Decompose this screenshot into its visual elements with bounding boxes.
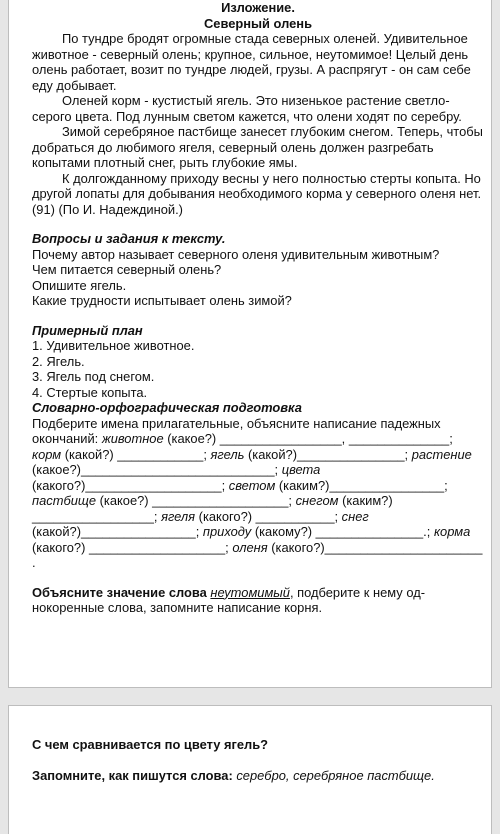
word: снег — [341, 508, 369, 524]
answer-blank[interactable]: (каким?) _________________; — [32, 493, 393, 524]
word: растение — [411, 446, 472, 462]
spelling-exercise — [32, 416, 484, 571]
plan-item: 3. Ягель под снегом. — [32, 369, 155, 384]
word: корм — [32, 446, 62, 462]
questions-heading: Вопросы и задания к тексту. — [32, 231, 226, 246]
question-item: Какие трудности испытывает олень зимой? — [32, 293, 292, 308]
word: корма — [433, 524, 471, 539]
word: ягель — [210, 446, 245, 462]
story-title: Северный олень — [203, 15, 313, 31]
plan-item: 4. Стертые копыта. — [32, 384, 148, 400]
answer-blank[interactable]: (какое?) ___________________; — [99, 493, 292, 508]
meaning-word: неутомимый — [210, 584, 290, 600]
answer-blank[interactable]: (какого?)______________________ . — [32, 539, 483, 570]
worksheet-page-1 — [8, 0, 492, 688]
answer-blank[interactable]: (какой?)_______________; — [248, 446, 409, 462]
remember-line — [32, 768, 484, 784]
plan-heading: Примерный план — [32, 322, 143, 338]
remember-label: Запомните, как пишутся слова: — [32, 768, 233, 783]
word: оленя — [232, 539, 268, 555]
answer-blank[interactable]: (какой?)________________; — [32, 524, 200, 539]
answer-blank[interactable]: (какое?) _________________, ______________; — [167, 431, 453, 446]
answer-blank[interactable]: (какое?)___________________________; — [32, 462, 279, 477]
word: цвета — [281, 462, 321, 477]
color-question: С чем сравнивается по цвету ягель? — [32, 737, 269, 752]
paragraph-4: К долгожданному приходу весны у него полностью стерты копыта. Но другой лопаты для добывания необходимого корма у северного оленя нет. (91) (По И. Надеждиной.) — [32, 170, 482, 217]
word: снегом — [295, 493, 339, 508]
word: ягеля — [161, 508, 196, 524]
meaning-suffix: , подберите к нему од-нокоренные слова, запомните написание корня. — [32, 584, 426, 615]
word: пастбище — [32, 493, 97, 508]
answer-blank[interactable]: (каким?)________________; — [278, 477, 448, 493]
spelling-intro: Подберите имена прилагательные, объясните написание падежных окончаний: — [32, 415, 441, 446]
question-item: Опишите ягель. — [32, 277, 127, 293]
word: светом — [228, 477, 276, 493]
worksheet-content — [32, 0, 484, 616]
plan-item: 2. Ягель. — [32, 353, 85, 369]
paragraph-2: Оленей корм - кустистый ягель. Это низенькое растение светло-серого цвета. Под лунным светом кажется, что олени ходят по серебру. — [32, 93, 462, 124]
worksheet-page-2 — [8, 705, 492, 834]
remember-words: серебро, серебряное пастбище. — [236, 768, 435, 783]
paragraph-1: По тундре бродят огромные стада северных оленей. Удивительное животное - северный олень; крупное, сильное, неутомимое! Целый день олень работает, возит по тундре людей, грузы. А распрягут - он сам себе еду добывает. — [32, 31, 471, 93]
word: животное — [101, 431, 164, 446]
answer-blank[interactable]: (какому?) _______________.; — [254, 524, 431, 539]
answer-blank[interactable]: (какого?)___________________; — [32, 477, 226, 493]
spacer — [32, 571, 484, 585]
page-title: Изложение. — [221, 0, 295, 15]
spacer — [32, 217, 484, 231]
question-item: Чем питается северный олень? — [32, 262, 222, 277]
answer-blank[interactable]: (какого?) ___________________; — [32, 539, 229, 555]
question-item: Почему автор называет северного оленя удивительным животным? — [32, 246, 440, 262]
answer-blank[interactable]: (какого?) ___________; — [198, 508, 339, 524]
spacer — [32, 309, 484, 323]
spelling-heading: Словарно-орфографическая подготовка — [32, 400, 302, 415]
plan-item: 1. Удивительное животное. — [32, 338, 195, 353]
meaning-task — [32, 585, 484, 616]
answer-blank[interactable]: (какой?) ____________; — [64, 446, 207, 462]
word: приходу — [202, 524, 252, 539]
paragraph-3: Зимой серебряное пастбище занесет глубоким снегом. Теперь, чтобы добраться до любимого ягеля, северный олень должен разгребать копытами плотный снег, рыть глубокие ямы. — [32, 124, 483, 170]
meaning-prefix: Объясните значение слова — [32, 584, 211, 600]
